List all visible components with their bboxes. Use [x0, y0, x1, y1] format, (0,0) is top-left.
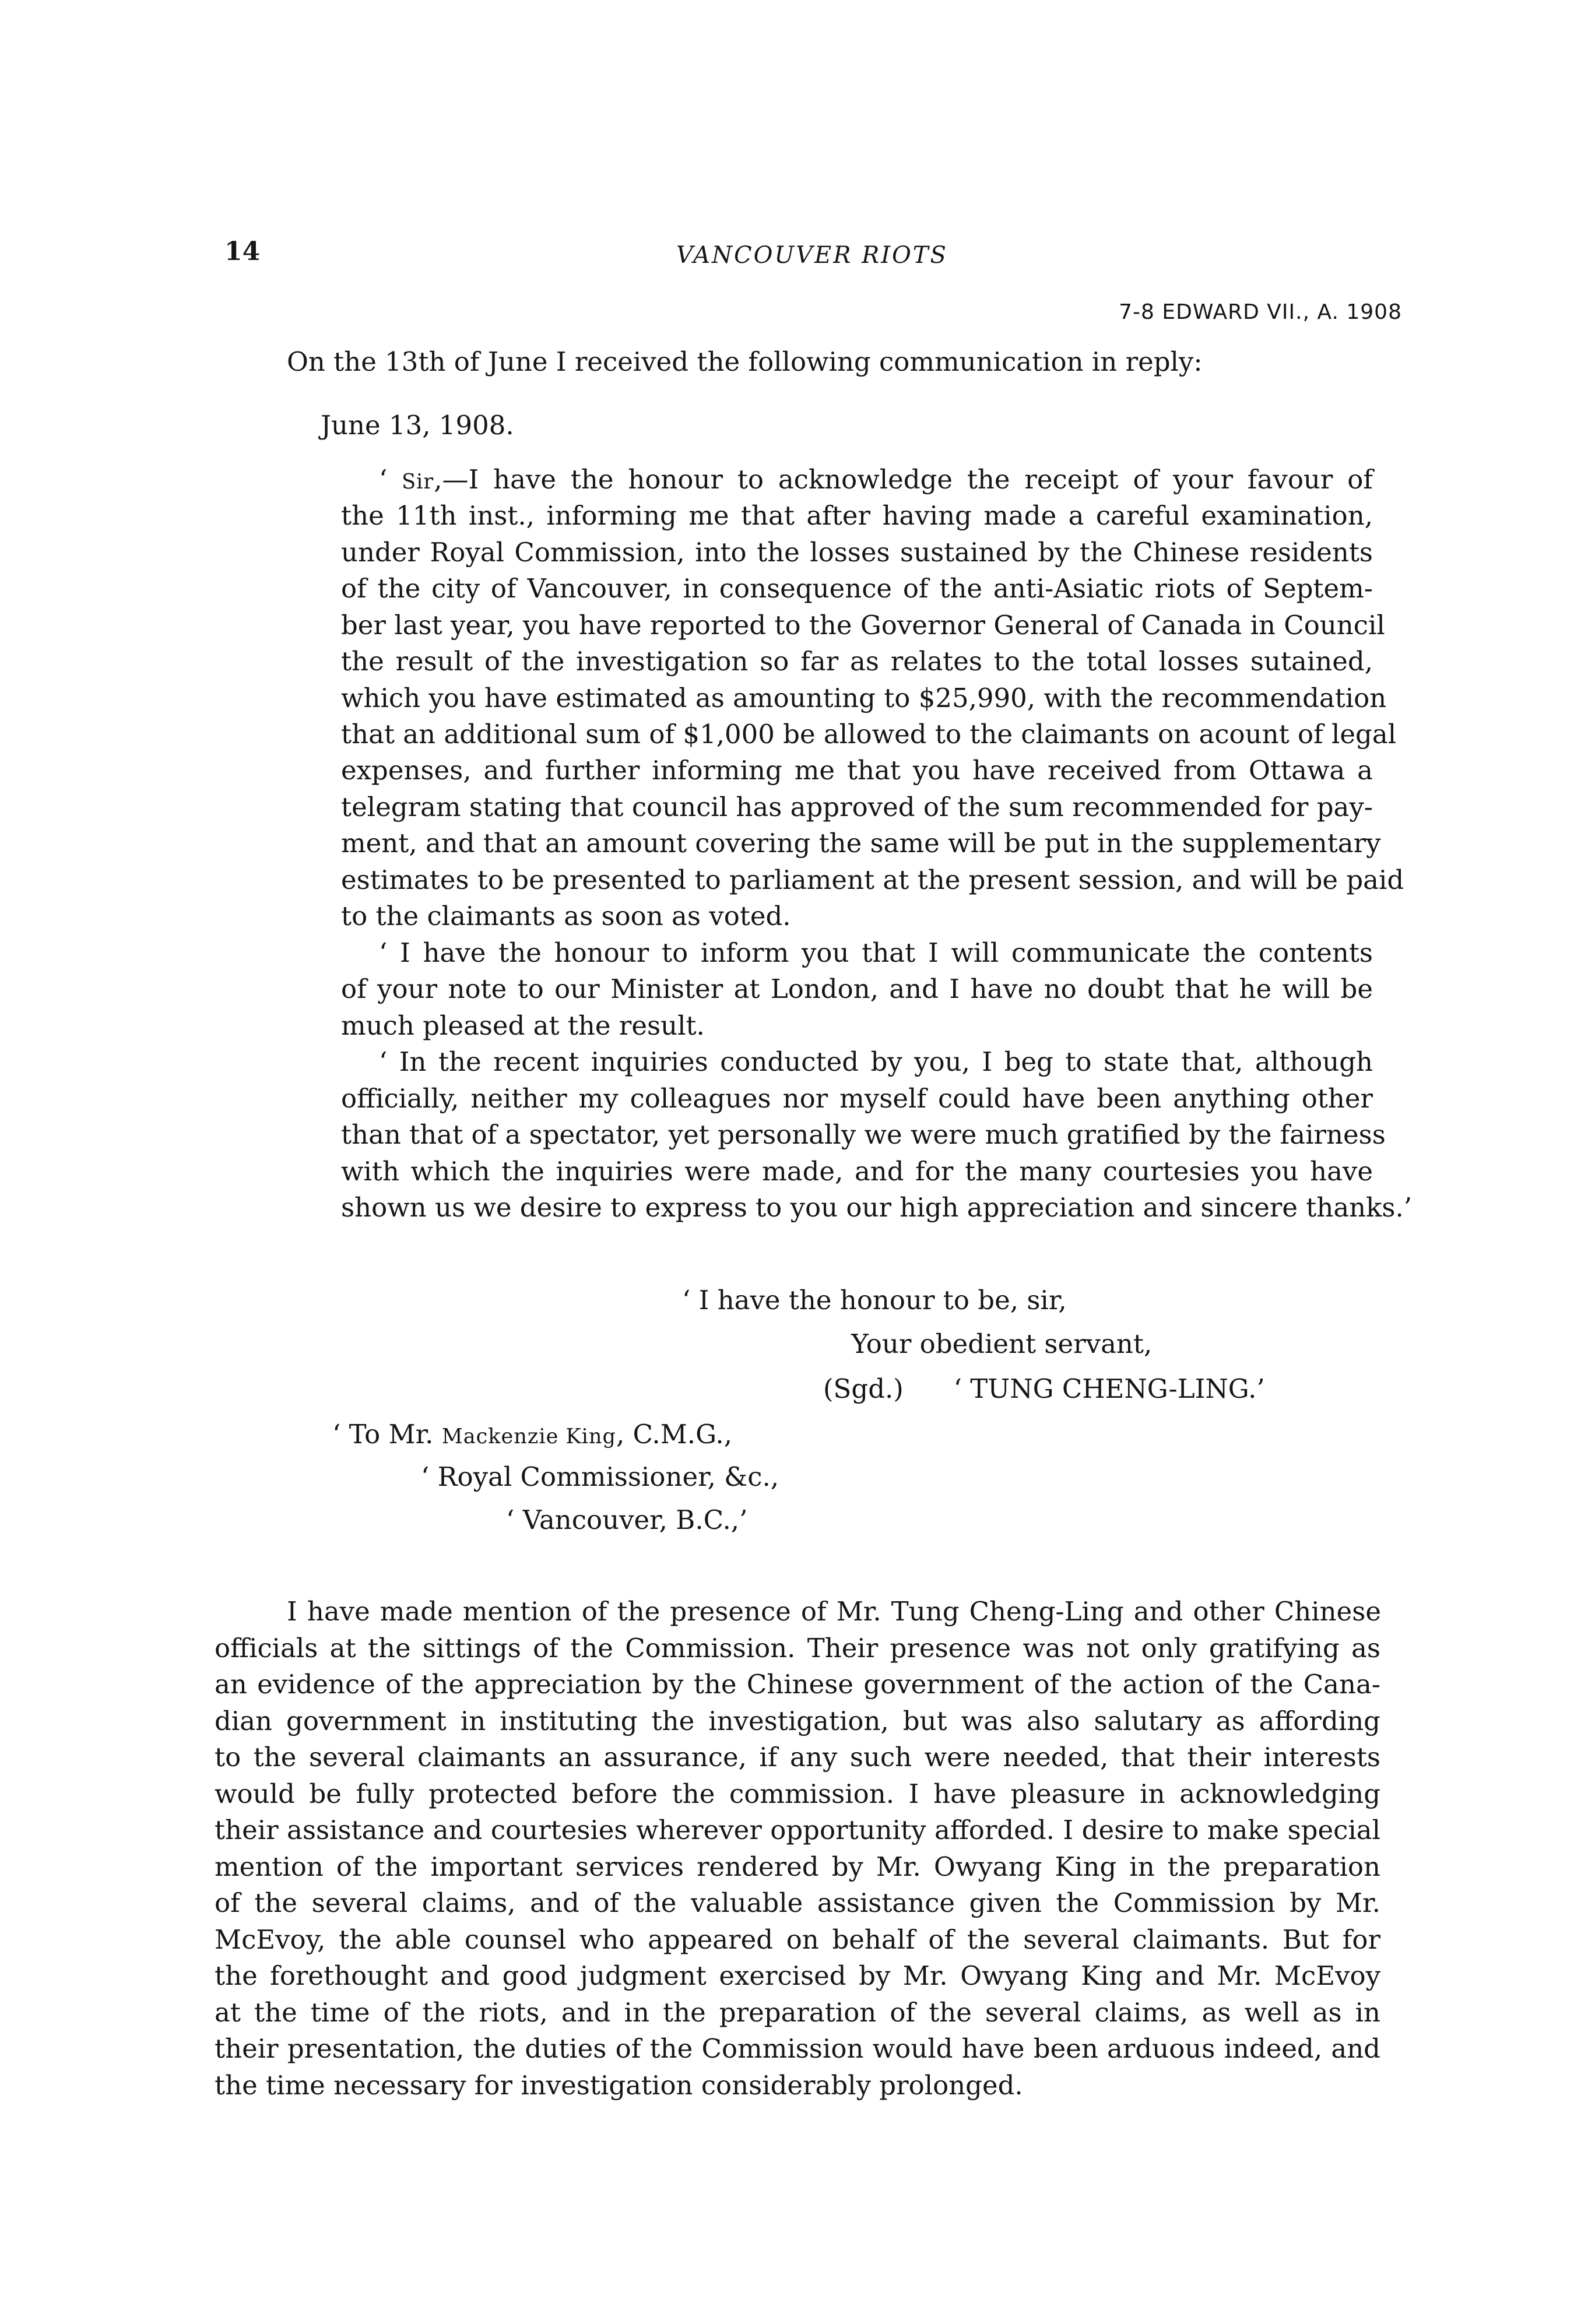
letter-line: ‘ In the recent inquiries conducted by you, I beg to state that, although	[379, 1046, 1373, 1077]
body-line: I have made mention of the presence of Mr. Tung Cheng-Ling and other Chinese	[287, 1596, 1381, 1627]
body-line: an evidence of the appreciation by the Chinese government of the action of the Cana-	[215, 1669, 1380, 1700]
letter-line: that an additional sum of $1,000 be allowed to the claimants on acount of legal	[341, 719, 1397, 750]
letter-line: the 11th inst., informing me that after having made a careful examination,	[341, 500, 1373, 531]
letter-line: which you have estimated as amounting to $25,990, with the recommendation	[341, 683, 1387, 713]
body-line: their assistance and courtesies wherever opportunity afforded. I desire to make special	[215, 1815, 1380, 1845]
page-number: 14	[224, 237, 261, 266]
letter-line: the result of the investigation so far as relates to the total losses sutained,	[341, 646, 1373, 677]
letter-line: to the claimants as soon as voted.	[341, 901, 791, 931]
letter-line: with which the inquiries were made, and for the many courtesies you have	[341, 1156, 1373, 1187]
body-line: the time necessary for investigation considerably prolonged.	[215, 2070, 1023, 2101]
body-line: their presentation, the duties of the Commission would have been arduous indeed, and	[215, 2033, 1380, 2064]
letter-line: of your note to our Minister at London, and I have no doubt that he will be	[341, 973, 1373, 1004]
running-head: VANCOUVER RIOTS	[676, 242, 948, 269]
letter-line: ‘ Sir,—I have the honour to acknowledge the receipt of your favour of	[379, 464, 1373, 495]
body-line: at the time of the riots, and in the preparation of the several claims, as well as in	[215, 1997, 1380, 2028]
closing-line: ‘ I have the honour to be, sir,	[682, 1285, 1067, 1316]
letter-line: expenses, and further informing me that you have received from Ottawa a	[341, 755, 1373, 786]
signature-line: (Sgd.) ‘ TUNG CHENG-LING.’	[823, 1373, 1265, 1404]
letter-date: June 13, 1908.	[321, 410, 514, 441]
body-line: officials at the sittings of the Commission. Their presence was not only gratifying as	[215, 1633, 1380, 1664]
intro-line: On the 13th of June I received the following communication in reply:	[287, 346, 1203, 377]
letter-line: officially, neither my colleagues nor myself could have been anything other	[341, 1083, 1373, 1114]
letter-line: ‘ I have the honour to inform you that I will communicate the contents	[379, 937, 1373, 968]
address-line: ‘ Vancouver, B.C.,’	[506, 1504, 748, 1535]
letter-line: of the city of Vancouver, in consequence of the anti-Asiatic riots of Septem-	[341, 573, 1373, 604]
letter-line: ment, and that an amount covering the same will be put in the supplementary	[341, 828, 1381, 859]
session-mark: 7-8 EDWARD VII., A. 1908	[1119, 300, 1402, 324]
letter-line: estimates to be presented to parliament at the present session, and will be paid	[341, 864, 1404, 895]
body-line: would be fully protected before the commission. I have pleasure in acknowledging	[215, 1778, 1380, 1809]
body-line: dian government in instituting the investigation, but was also salutary as affording	[215, 1706, 1380, 1736]
letter-line: ber last year, you have reported to the Governor General of Canada in Council	[341, 610, 1385, 641]
salutation: Sir	[402, 470, 434, 494]
body-line: to the several claimants an assurance, if any such were needed, that their interests	[215, 1742, 1380, 1773]
body-line: mention of the important services rendered by Mr. Owyang King in the preparation	[215, 1851, 1380, 1882]
letter-line: much pleased at the result.	[341, 1010, 705, 1041]
closing-line: Your obedient servant,	[851, 1328, 1153, 1359]
address-line: ‘ To Mr. Mackenzie King, C.M.G.,	[332, 1419, 733, 1450]
letter-line: telegram stating that council has approved of the sum recommended for pay-	[341, 792, 1373, 822]
body-line: of the several claims, and of the valuable assistance given the Commission by Mr.	[215, 1887, 1380, 1918]
letter-line: shown us we desire to express to you our high appreciation and sincere thanks.’	[341, 1192, 1413, 1223]
letter-line: than that of a spectator, yet personally we were much gratified by the fairness	[341, 1119, 1386, 1150]
address-line: ‘ Royal Commissioner, &c.,	[421, 1461, 779, 1492]
letter-line: under Royal Commission, into the losses sustained by the Chinese residents	[341, 537, 1373, 568]
body-line: the forethought and good judgment exercised by Mr. Owyang King and Mr. McEvoy	[215, 1960, 1380, 1991]
body-line: McEvoy, the able counsel who appeared on behalf of the several claimants. But for	[215, 1924, 1380, 1955]
